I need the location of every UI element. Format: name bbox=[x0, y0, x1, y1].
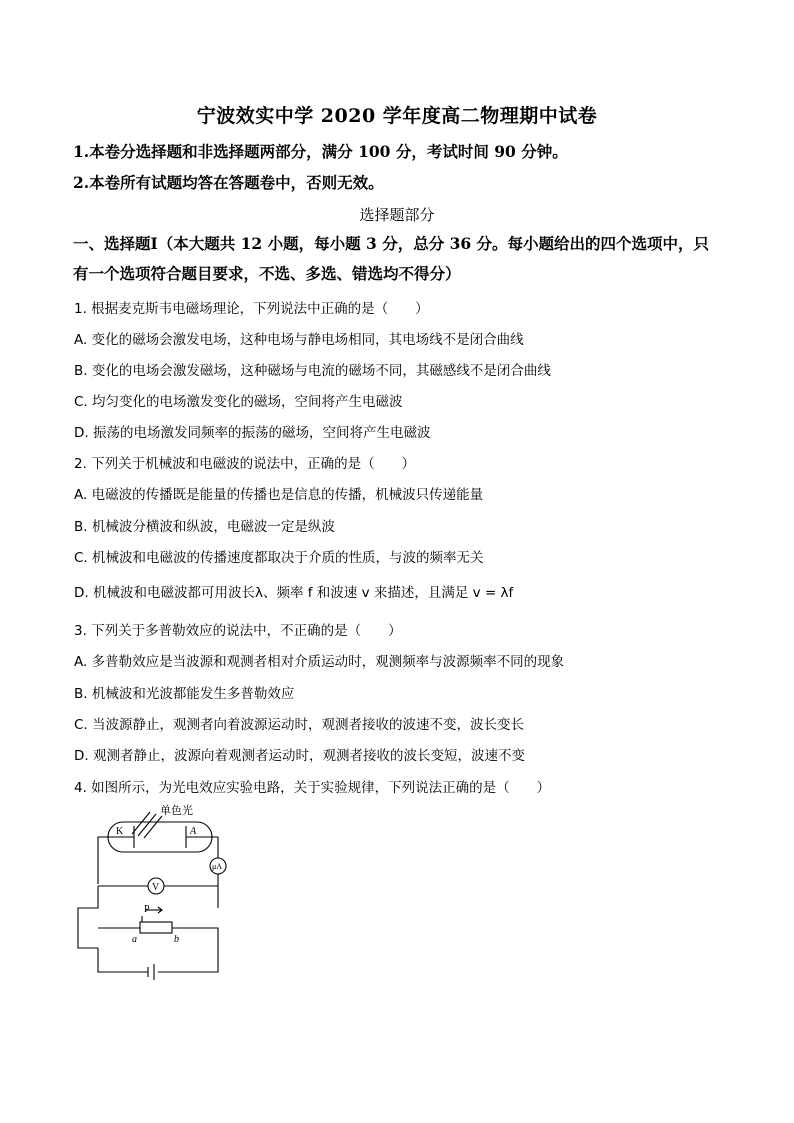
question-1-stem: 1. 根据麦克斯韦电磁场理论，下列说法中正确的是（ ） bbox=[74, 301, 429, 317]
rheostat bbox=[140, 922, 172, 933]
question-1-option-d: D. 振荡的电场激发同频率的振荡的磁场，空间将产生电磁波 bbox=[74, 425, 431, 441]
question-1-option-c: C. 均匀变化的电场激发变化的磁场，空间将产生电磁波 bbox=[74, 394, 403, 410]
slider-label: P bbox=[144, 904, 150, 915]
light-ray-1 bbox=[132, 812, 150, 834]
cathode-label: K bbox=[116, 826, 124, 837]
part-heading bbox=[73, 229, 733, 289]
question-2-stem: 2. 下列关于机械波和电磁波的说法中，正确的是（ ） bbox=[74, 456, 416, 472]
exam-title: 宁波效实中学 2020 学年度高二物理期中试卷 bbox=[196, 105, 598, 127]
instruction-note-1: 1.本卷分选择题和非选择题两部分，满分 100 分，考试时间 90 分钟。 bbox=[73, 142, 568, 161]
question-2-option-a: A. 电磁波的传播既是能量的传播也是信息的传播，机械波只传递能量 bbox=[74, 487, 484, 503]
end-b-label: b bbox=[174, 934, 179, 945]
question-2-option-d: D. 机械波和电磁波都可用波长λ、频率 f 和波速 v 来描述，且满足 v = λf bbox=[74, 585, 514, 601]
part-heading-line-2: 有一个选项符合题目要求，不选、多选、错选均不得分） bbox=[73, 264, 461, 283]
question-3-option-c: C. 当波源静止，观测者向着波源运动时，观测者接收的波速不变，波长变长 bbox=[74, 717, 525, 733]
anode-label: A bbox=[190, 826, 197, 837]
voltmeter-label: V bbox=[152, 882, 160, 893]
light-ray-2 bbox=[138, 814, 156, 836]
ammeter-label: μA bbox=[212, 862, 223, 871]
question-1-option-b: B. 变化的电场会激发磁场，这种磁场与电流的磁场不同，其磁感线不是闭合曲线 bbox=[74, 363, 551, 379]
question-3-option-b: B. 机械波和光波都能发生多普勒效应 bbox=[74, 686, 295, 702]
question-3-option-a: A. 多普勒效应是当波源和观测者相对介质运动时，观测频率与波源频率不同的现象 bbox=[74, 654, 565, 670]
question-2-option-c: C. 机械波和电磁波的传播速度都取决于介质的性质，与波的频率无关 bbox=[74, 550, 484, 566]
photoelectric-circuit-figure bbox=[70, 800, 245, 990]
question-4-stem: 4. 如图所示，为光电效应实验电路，关于实验规律，下列说法正确的是（ ） bbox=[74, 780, 551, 796]
question-1-option-a: A. 变化的磁场会激发电场，这种电场与静电场相同，其电场线不是闭合曲线 bbox=[74, 332, 524, 348]
end-a-label: a bbox=[132, 934, 137, 945]
section-title: 选择题部分 bbox=[359, 206, 435, 224]
question-3-stem: 3. 下列关于多普勒效应的说法中，不正确的是（ ） bbox=[74, 623, 402, 639]
light-ray-3 bbox=[144, 816, 162, 838]
instruction-note-2: 2.本卷所有试题均答在答题卷中，否则无效。 bbox=[73, 173, 384, 192]
question-2-option-b: B. 机械波分横波和纵波，电磁波一定是纵波 bbox=[74, 519, 335, 535]
light-label: 单色光 bbox=[160, 805, 193, 817]
part-heading-line-1: 一、选择题Ⅰ（本大题共 12 小题，每小题 3 分，总分 36 分。每小题给出的四个选项中，只 bbox=[73, 234, 710, 253]
top-wire bbox=[98, 837, 114, 884]
question-3-option-d: D. 观测者静止，波源向着观测者运动时，观测者接收的波长变短，波速不变 bbox=[74, 748, 525, 764]
